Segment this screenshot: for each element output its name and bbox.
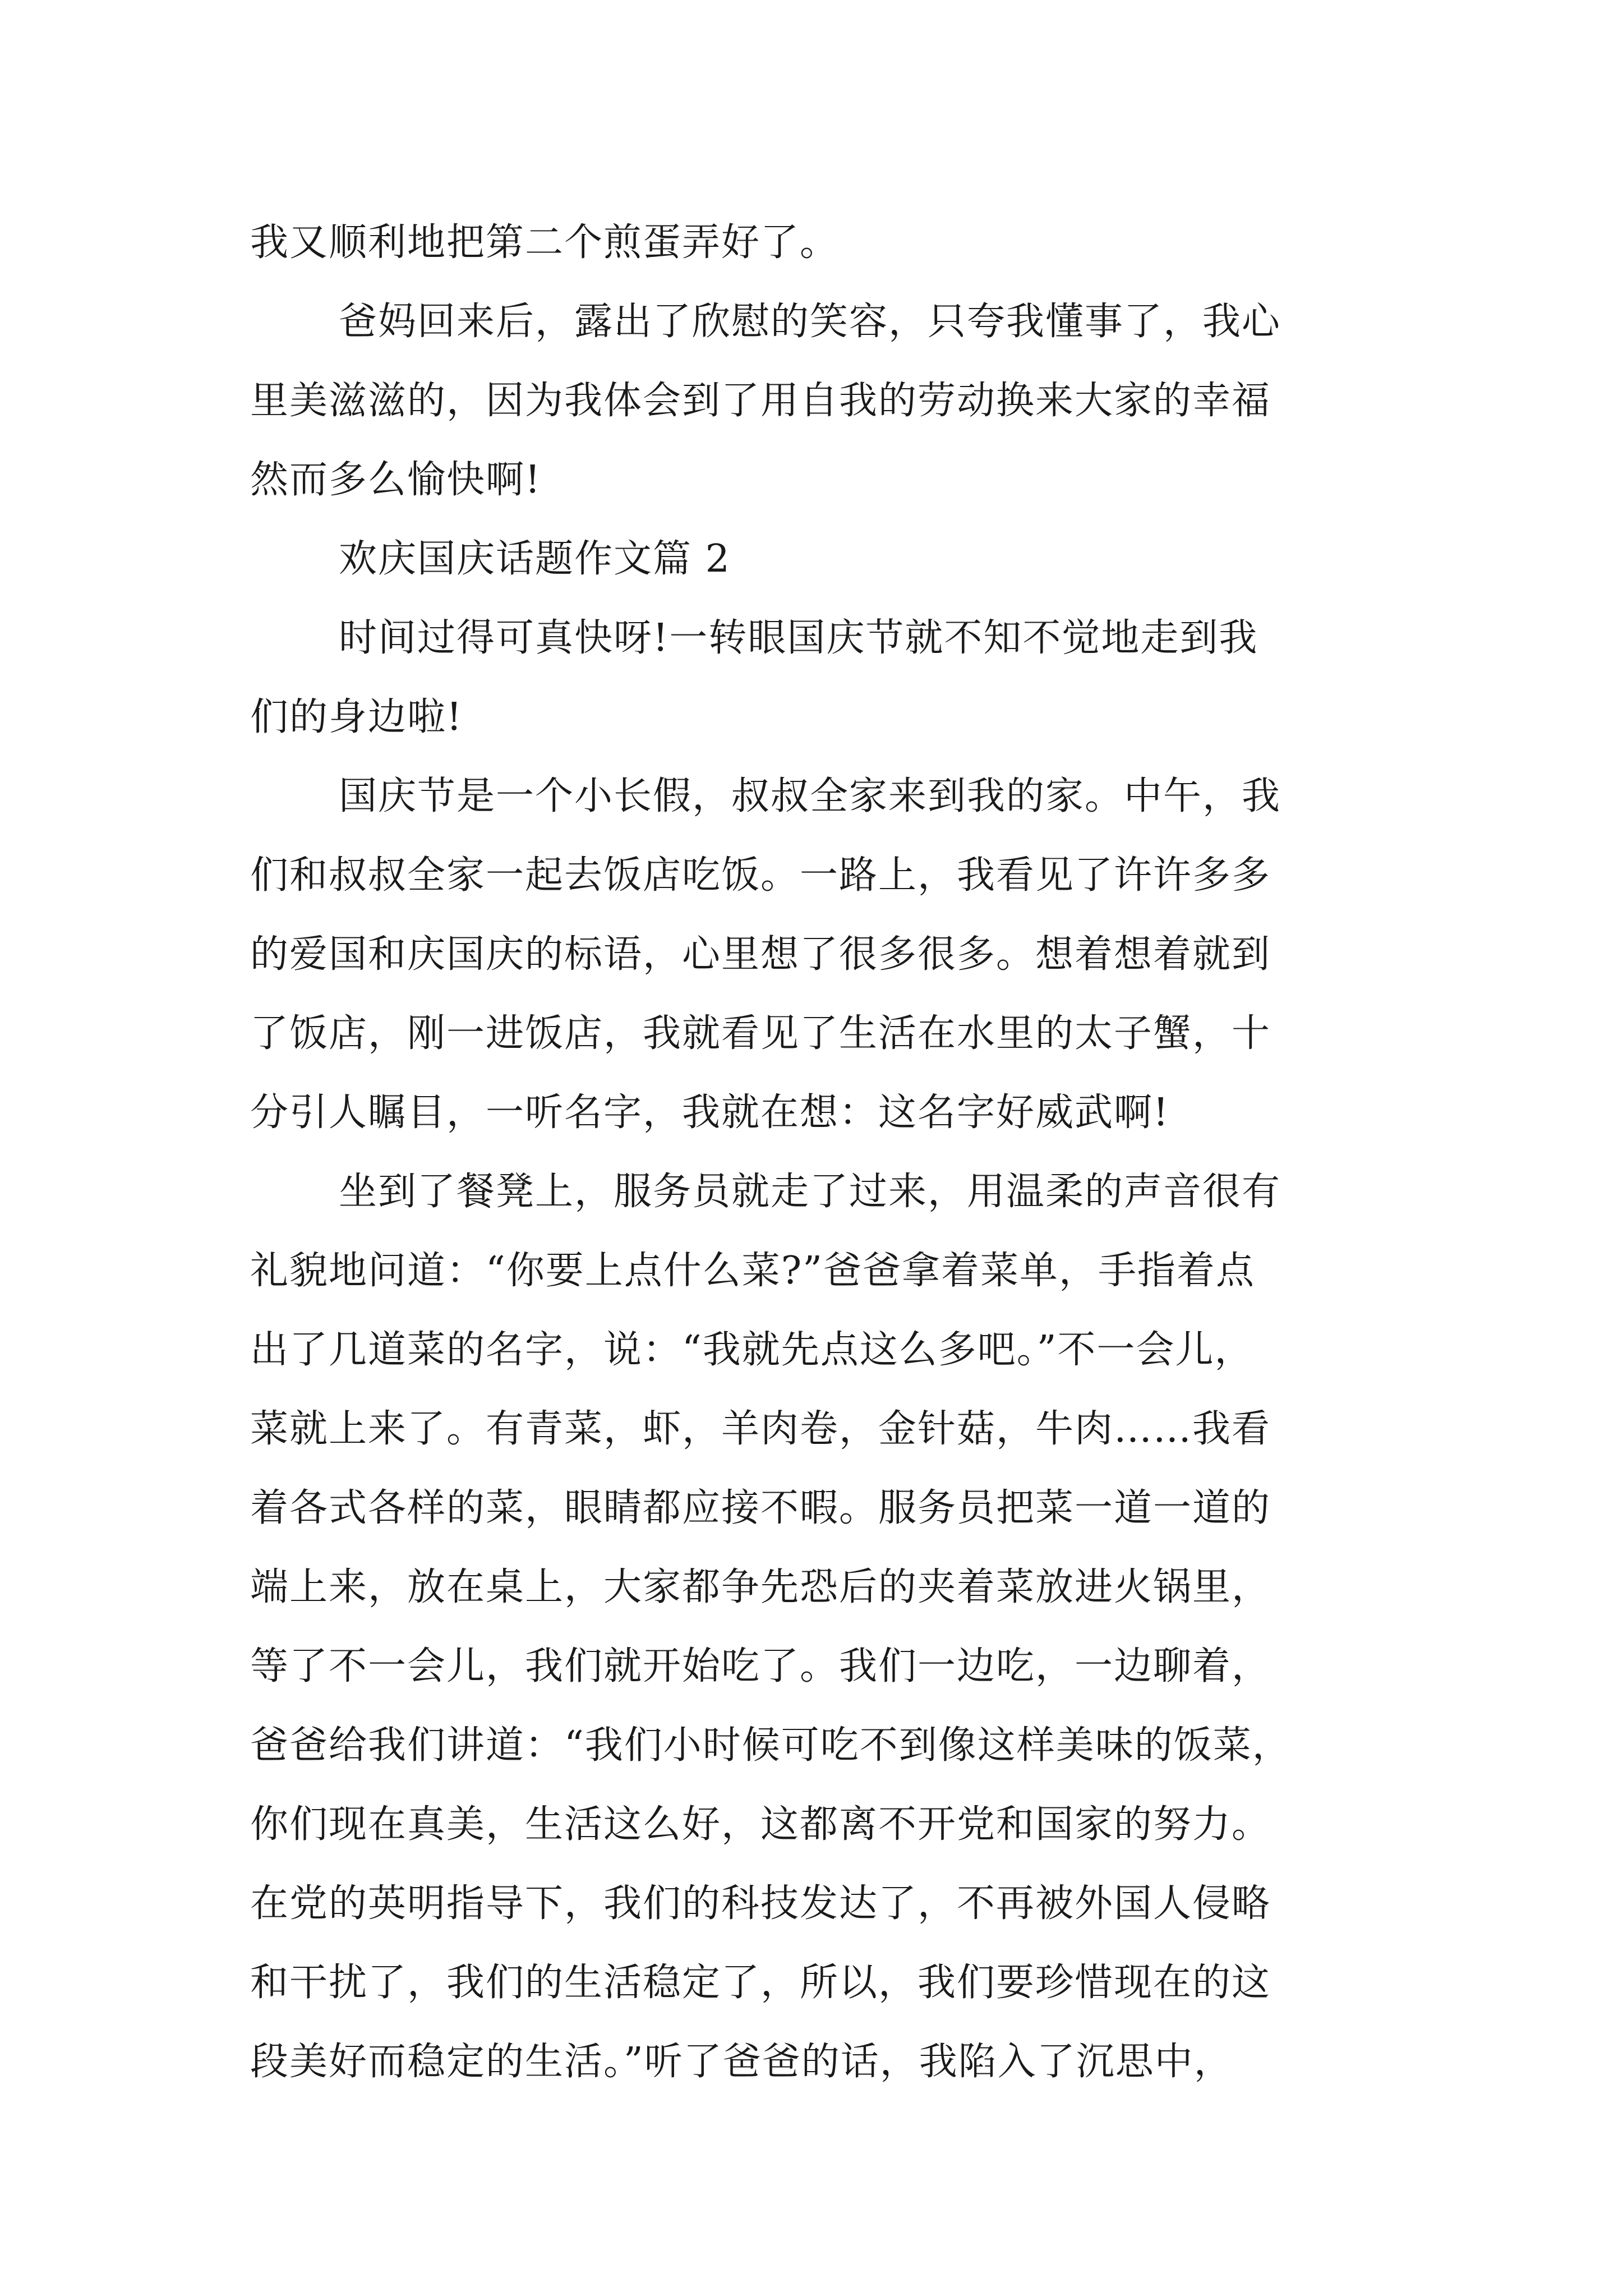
text-line: 在党的英明指导下，我们的科技发达了，不再被外国人侵略 — [250, 1881, 1271, 1926]
text-line: 段美好而稳定的生活。”听了爸爸的话，我陷入了沉思中， — [250, 2040, 1233, 2084]
text-line: 的爱国和庆国庆的标语，心里想了很多很多。想着想着就到 — [250, 932, 1271, 977]
text-line: 们和叔叔全家一起去饭店吃饭。一路上，我看见了许许多多 — [250, 853, 1271, 898]
text-line: 端上来，放在桌上，大家都争先恐后的夹着菜放进火锅里， — [250, 1565, 1271, 1609]
text-line: 里美滋滋的，因为我体会到了用自我的劳动换来大家的幸福 — [250, 379, 1271, 423]
text-line: 了饭店，刚一进饭店，我就看见了生活在水里的太子蟹，十 — [250, 1011, 1271, 1056]
text-line: 然而多么愉快啊! — [250, 458, 542, 502]
text-line: 等了不一会儿，我们就开始吃了。我们一边吃，一边聊着， — [250, 1644, 1271, 1688]
section-heading: 欢庆国庆话题作文篇 2 — [339, 537, 731, 581]
text-line: 你们现在真美，生活这么好，这都离不开党和国家的努力。 — [250, 1802, 1271, 1847]
text-line: 爸爸给我们讲道：“我们小时候可吃不到像这样美味的饭菜， — [250, 1723, 1292, 1768]
text-line: 爸妈回来后，露出了欣慰的笑容，只夸我懂事了，我心 — [339, 300, 1281, 344]
text-line: 礼貌地问道：“你要上点什么菜?”爸爸拿着菜单，手指着点 — [250, 1249, 1255, 1293]
text-line: 我又顺利地把第二个煎蛋弄好了。 — [250, 220, 840, 265]
text-line: 坐到了餐凳上，服务员就走了过来，用温柔的声音很有 — [339, 1170, 1281, 1214]
text-line: 们的身边啦! — [250, 695, 463, 739]
text-line: 时间过得可真快呀!一转眼国庆节就不知不觉地走到我 — [339, 616, 1258, 660]
text-line: 着各式各样的菜，眼睛都应接不暇。服务员把菜一道一道的 — [250, 1486, 1271, 1530]
text-line: 出了几道菜的名字，说：“我就先点这么多吧。”不一会儿， — [250, 1328, 1254, 1372]
text-line: 国庆节是一个小长假，叔叔全家来到我的家。中午，我 — [339, 774, 1281, 818]
text-line: 分引人瞩目，一听名字，我就在想：这名字好威武啊! — [250, 1091, 1170, 1135]
text-line: 和干扰了，我们的生活稳定了，所以，我们要珍惜现在的这 — [250, 1961, 1271, 2005]
text-line: 菜就上来了。有青菜，虾，羊肉卷，金针菇，牛肉……我看 — [250, 1407, 1271, 1451]
